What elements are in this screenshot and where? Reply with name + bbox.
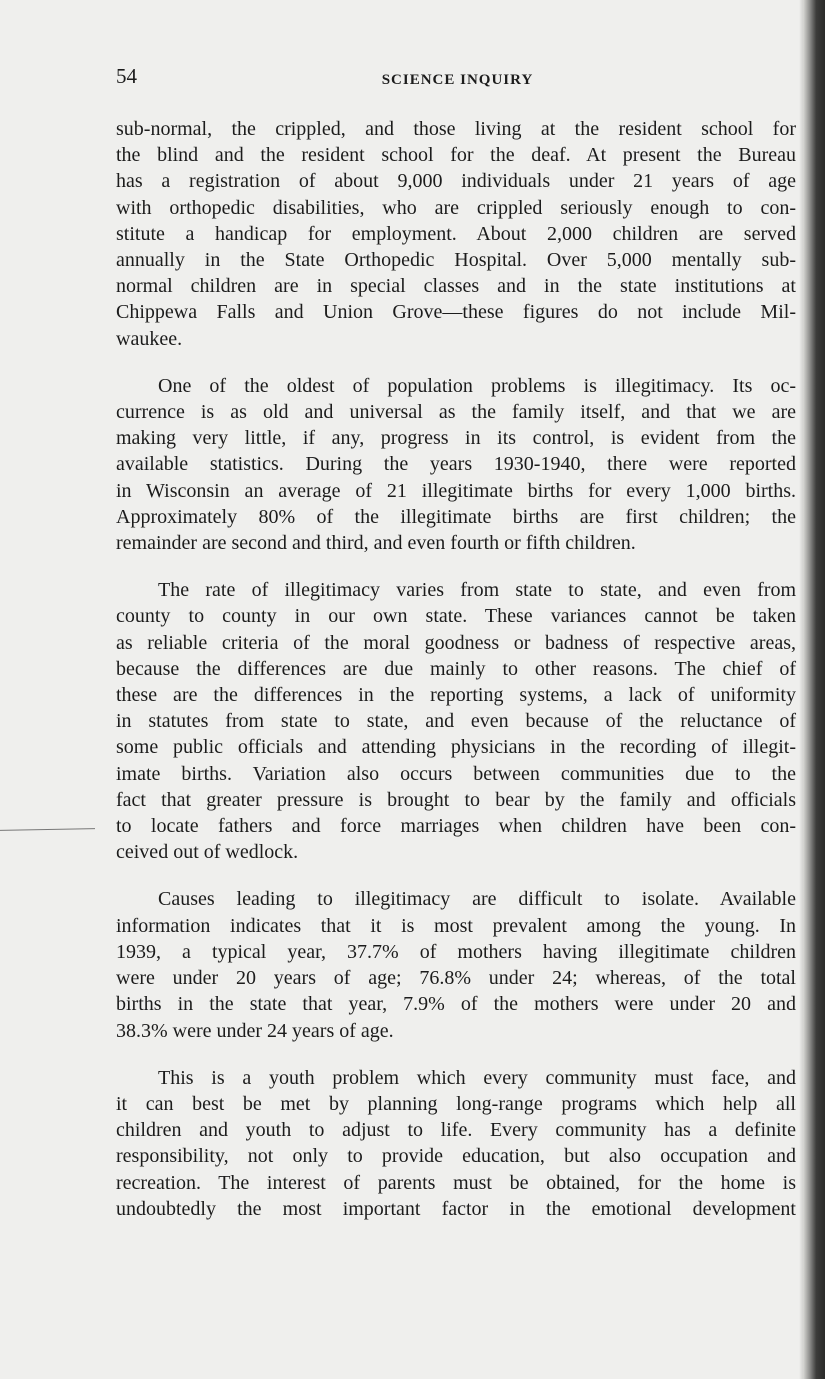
- text-line: stitute a handicap for employment. About 2,000 children are served: [116, 222, 796, 245]
- text-line: were under 20 years of age; 76.8% under 24; whereas, of the total: [116, 967, 796, 990]
- text-line: births in the state that year, 7.9% of the mothers were under 20 and: [116, 993, 796, 1016]
- text-line: Approximately 80% of the illegitimate births are first children; the: [116, 505, 796, 528]
- text-line: 1939, a typical year, 37.7% of mothers having illegitimate children: [116, 940, 796, 963]
- running-head: [0, 72, 825, 89]
- paragraph-2: [116, 373, 796, 556]
- text-line: in Wisconsin an average of 21 illegitimate births for every 1,000 births.: [116, 479, 796, 502]
- paragraph-5: [116, 1065, 796, 1222]
- text-line: county to county in our own state. These variances cannot be taken: [116, 605, 796, 628]
- paragraph-1: [116, 116, 796, 352]
- text-line: 38.3% were under 24 years of age.: [116, 1019, 394, 1042]
- text-line: normal children are in special classes and in the state institutions at: [116, 275, 796, 298]
- book-spine: [803, 0, 825, 1379]
- text-line: it can best be met by planning long-range programs which help all: [116, 1092, 796, 1115]
- text-line: the blind and the resident school for the deaf. At present the Bureau: [116, 144, 796, 167]
- text-line: remainder are second and third, and even fourth or fifth children.: [116, 532, 636, 555]
- text-line: ceived out of wedlock.: [116, 841, 299, 864]
- text-line: undoubtedly the most important factor in the emotional development: [116, 1197, 796, 1220]
- text-line: to locate fathers and force marriages when children have been con-: [116, 815, 796, 838]
- text-line: with orthopedic disabilities, who are crippled seriously enough to con-: [116, 196, 796, 219]
- text-line: because the differences are due mainly to other reasons. The chief of: [116, 657, 796, 680]
- text-line: Chippewa Falls and Union Grove—these figures do not include Mil-: [116, 301, 796, 324]
- text-line: Causes leading to illegitimacy are difficult to isolate. Available: [158, 888, 796, 911]
- text-line: has a registration of about 9,000 individuals under 21 years of age: [116, 170, 796, 193]
- text-line: these are the differences in the reporting systems, a lack of uniformity: [116, 684, 796, 707]
- text-line: responsibility, not only to provide education, but also occupation and: [116, 1145, 796, 1168]
- text-line: recreation. The interest of parents must be obtained, for the home is: [116, 1171, 796, 1194]
- page-number: 54: [116, 64, 137, 88]
- text-line: sub-normal, the crippled, and those living at the resident school for: [116, 118, 796, 140]
- text-line: information indicates that it is most prevalent among the young. In: [116, 914, 796, 937]
- text-line: as reliable criteria of the moral goodness or badness of respective areas,: [116, 631, 796, 654]
- body-text: [116, 116, 796, 1243]
- text-line: currence is as old and universal as the family itself, and that we are: [116, 401, 796, 424]
- text-line: fact that greater pressure is brought to bear by the family and officials: [116, 788, 796, 811]
- text-line: making very little, if any, progress in its control, is evident from the: [116, 427, 796, 450]
- text-line: children and youth to adjust to life. Every community has a definite: [116, 1119, 796, 1142]
- text-line: The rate of illegitimacy varies from state to state, and even from: [158, 579, 796, 602]
- text-line: This is a youth problem which every community must face, and: [158, 1066, 796, 1089]
- text-line: One of the oldest of population problems is illegitimacy. Its oc-: [158, 374, 796, 397]
- margin-pencil-mark: [0, 828, 95, 831]
- text-line: in statutes from state to state, and even because of the reluctance of: [116, 710, 796, 733]
- text-line: annually in the State Orthopedic Hospital. Over 5,000 mentally sub-: [116, 249, 796, 272]
- running-head-text: SCIENCE INQUIRY: [381, 72, 534, 88]
- paragraph-3: [116, 577, 796, 865]
- paragraph-4: [116, 886, 796, 1043]
- text-line: imate births. Variation also occurs between communities due to the: [116, 762, 796, 785]
- text-line: some public officials and attending physicians in the recording of illegit-: [116, 736, 796, 759]
- text-line: waukee.: [116, 327, 183, 350]
- text-line: available statistics. During the years 1930-1940, there were reported: [116, 453, 796, 476]
